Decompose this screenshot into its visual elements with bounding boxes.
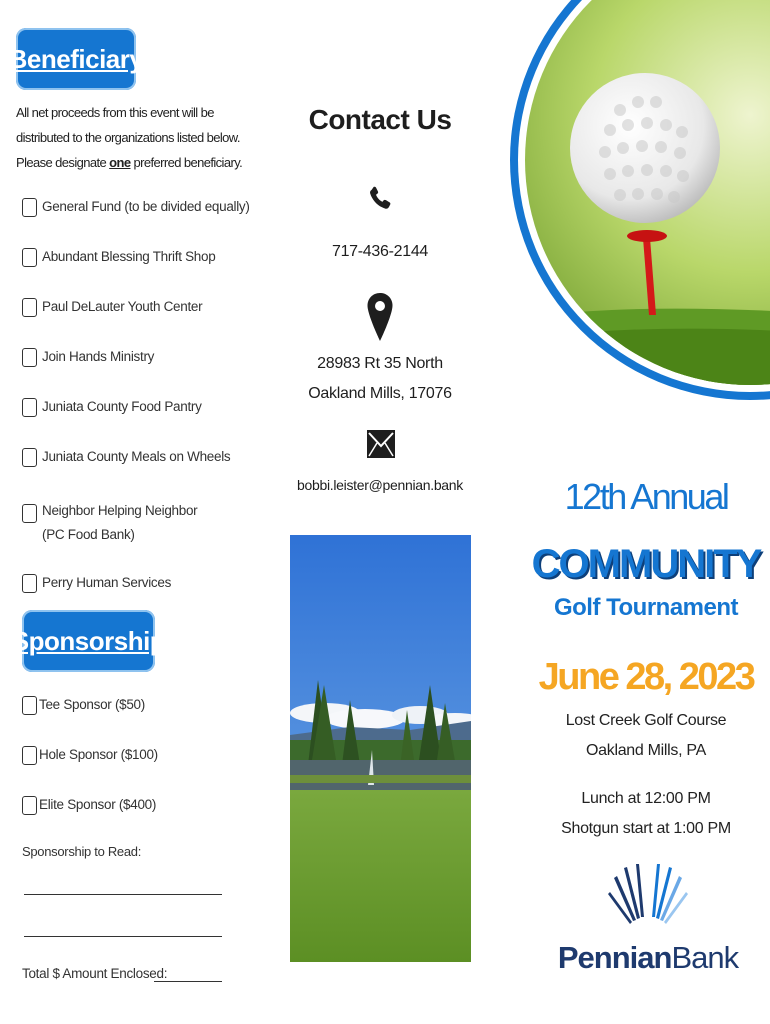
sponsor-option-tee[interactable]: [22, 696, 145, 717]
beneficiary-option-youth-center[interactable]: [22, 298, 202, 319]
intro-line-3: [16, 150, 266, 175]
beneficiary-option-join-hands[interactable]: [22, 348, 154, 369]
contact-title: Contact Us: [308, 104, 452, 135]
event-lunch: Lunch at 12:00 PM: [581, 790, 711, 807]
bank-name-bold: Pennian: [557, 940, 672, 975]
location-pin-icon: [366, 292, 394, 342]
pennian-bank-logo-mark: [606, 864, 690, 930]
golf-ball-photo: [510, 0, 770, 430]
intro-emphasis: one: [109, 155, 131, 170]
event-annual: 12th Annual: [564, 476, 728, 517]
event-location: Oakland Mills, PA: [586, 742, 706, 759]
checkbox[interactable]: [22, 504, 37, 523]
phone-icon: [366, 180, 394, 216]
sponsorship-read-line-1[interactable]: [24, 894, 222, 895]
total-amount-label: Total $ Amount Enclosed:: [22, 966, 168, 981]
intro-line-2: distributed to the organizations listed below.: [16, 130, 240, 145]
pond-landscape-photo: [290, 535, 471, 962]
intro-line-1: All net proceeds from this event will be: [16, 105, 214, 120]
beneficiary-intro: [16, 100, 266, 175]
option-label: Hole Sponsor ($100): [39, 747, 158, 762]
beneficiary-option-meals-on-wheels[interactable]: [22, 448, 230, 469]
sponsor-option-elite[interactable]: [22, 796, 156, 817]
beneficiary-option-food-pantry[interactable]: [22, 398, 202, 419]
beneficiary-heading: [8, 28, 144, 90]
option-label: Abundant Blessing Thrift Shop: [42, 249, 216, 264]
checkbox[interactable]: [22, 198, 37, 217]
email-icon: [366, 428, 396, 460]
option-label: Tee Sponsor ($50): [39, 697, 145, 712]
checkbox[interactable]: [22, 298, 37, 317]
sponsorship-heading: [11, 610, 166, 672]
checkbox[interactable]: [22, 398, 37, 417]
event-venue: Lost Creek Golf Course: [565, 712, 727, 729]
option-label: Juniata County Meals on Wheels: [42, 449, 231, 464]
contact-address-line-2: Oakland Mills, 17076: [308, 385, 452, 402]
sponsorship-read-line-2[interactable]: [24, 936, 222, 937]
intro-prefix: Please designate: [16, 155, 110, 170]
option-label-line-1: Neighbor Helping Neighbor: [42, 503, 198, 518]
beneficiary-option-general-fund[interactable]: [22, 198, 250, 219]
checkbox[interactable]: [22, 746, 37, 765]
event-shotgun-start: Shotgun start at 1:00 PM: [561, 820, 731, 837]
beneficiary-option-perry-human[interactable]: [22, 574, 171, 595]
beneficiary-heading-text: Beneficiary: [8, 43, 144, 74]
beneficiary-option-neighbor-helping[interactable]: [22, 502, 197, 547]
event-golf-tournament: Golf Tournament: [553, 594, 739, 621]
option-label: Join Hands Ministry: [42, 349, 155, 364]
sponsor-option-hole[interactable]: [22, 746, 158, 767]
beneficiary-option-thrift-shop[interactable]: [22, 248, 215, 269]
checkbox[interactable]: [22, 796, 37, 815]
pennian-bank-wordmark: [548, 940, 748, 976]
sponsorship-heading-text: Sponsorship: [11, 625, 166, 656]
option-label-line-2: (PC Food Bank): [42, 527, 135, 542]
contact-phone[interactable]: 717-436-2144: [331, 243, 429, 260]
option-label: Juniata County Food Pantry: [42, 399, 202, 414]
option-label: Elite Sponsor ($400): [39, 797, 157, 812]
event-community: COMMUNITY: [531, 542, 761, 586]
option-label: Perry Human Services: [42, 575, 172, 590]
option-label: [42, 499, 197, 547]
checkbox[interactable]: [22, 348, 37, 367]
option-label: General Fund (to be divided equally): [42, 199, 250, 214]
intro-suffix: preferred beneficiary.: [130, 155, 243, 170]
sponsorship-read-label: Sponsorship to Read:: [22, 844, 142, 859]
checkbox[interactable]: [22, 696, 37, 715]
option-label: Paul DeLauter Youth Center: [42, 299, 203, 314]
checkbox[interactable]: [22, 574, 37, 593]
event-date: June 28, 2023: [538, 656, 754, 698]
contact-email[interactable]: bobbi.leister@pennian.bank: [297, 477, 463, 493]
total-amount-line[interactable]: [154, 981, 222, 982]
checkbox[interactable]: [22, 248, 37, 267]
checkbox[interactable]: [22, 448, 37, 467]
contact-address-line-1: 28983 Rt 35 North: [317, 355, 443, 372]
bank-name-light: Bank: [671, 940, 739, 975]
